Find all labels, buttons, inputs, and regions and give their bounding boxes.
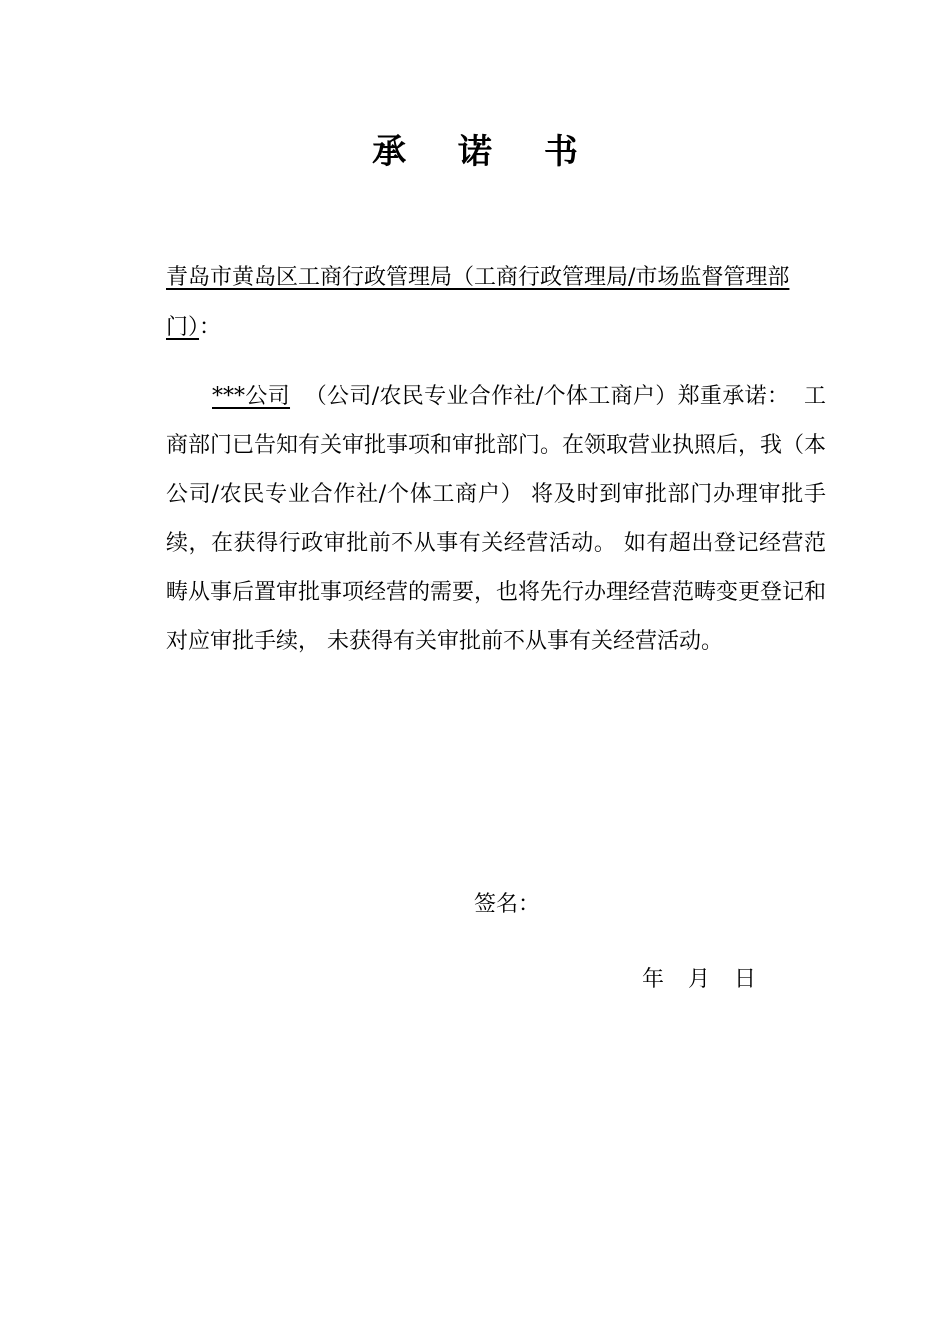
- date-month: 月: [688, 967, 711, 992]
- addressee-name: 青岛市黄岛区工商行政管理局（工商行政管理局/市场监督管理部门）: [166, 265, 790, 340]
- entity-type-clause: （公司/农民专业合作社/个体工商户）郑重承诺：: [304, 384, 790, 409]
- addressee-line: [166, 253, 826, 353]
- addressee-colon: ：: [199, 315, 222, 340]
- commitment-body: [166, 372, 826, 666]
- commitment-text: 工商部门已告知有关审批事项和审批部门。在领取营业执照后，我（本公司/农民专业合作社/个体工商户） 将及时到审批部门办理审批手续，在获得行政审批前不从事有关经营活动。 如有超出登记经营范畴从事后置审批事项经营的需要，也将先行办理经营范畴变更登记和对应审批手续， 未获得有关审批前不从事有关经营活动。: [166, 384, 827, 654]
- company-name: ***公司: [212, 384, 291, 409]
- date-line: [642, 960, 756, 1000]
- date-day: 日: [734, 967, 757, 992]
- date-year: 年: [642, 967, 665, 992]
- signature-label: 签名：: [474, 892, 541, 917]
- document-title: 承 诺 书: [372, 132, 598, 172]
